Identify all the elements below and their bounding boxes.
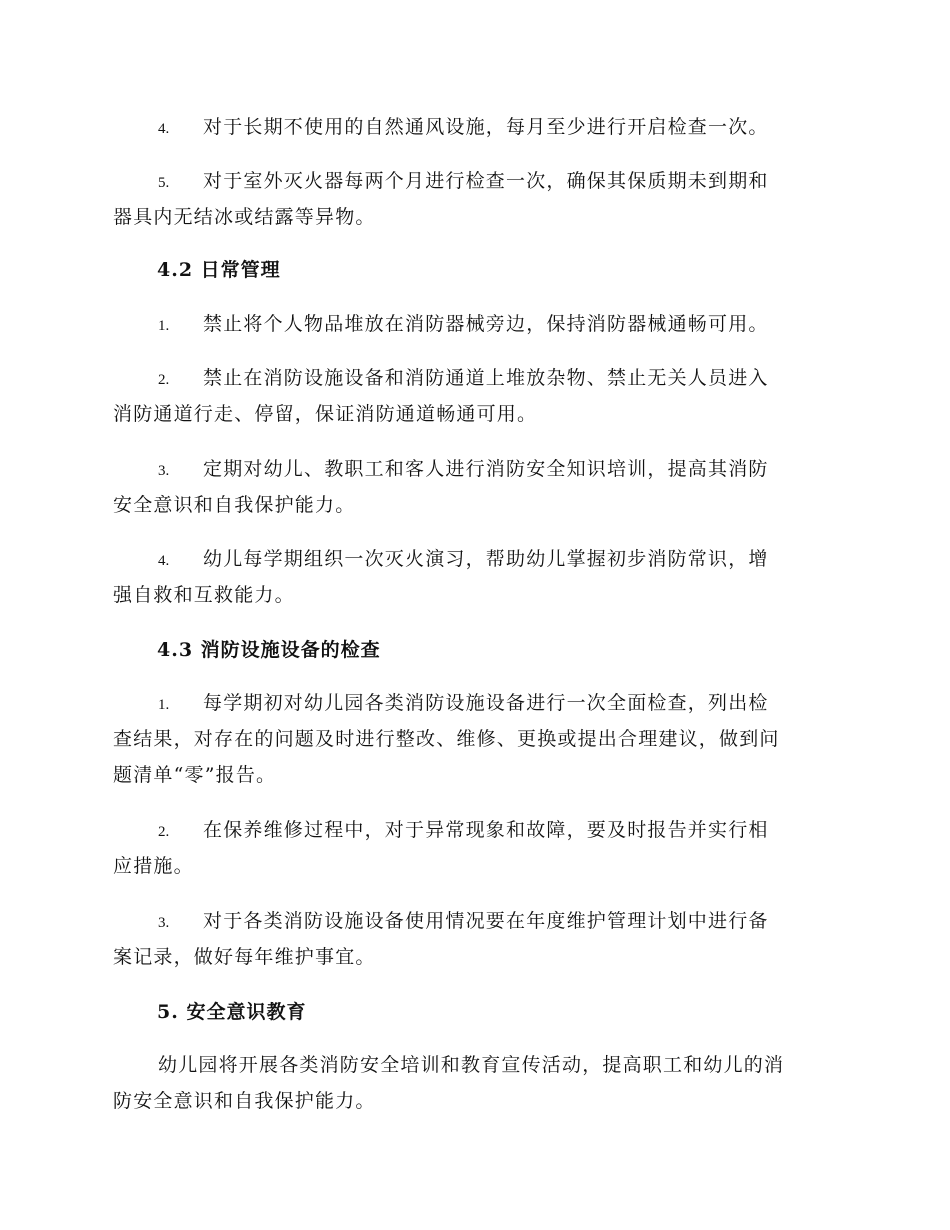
list-text: 对于长期不使用的自然通风设施，每月至少进行开启检查一次。 <box>203 116 769 138</box>
list-text-continuation: 查结果，对存在的问题及时进行整改、维修、更换或提出合理建议，做到问 <box>113 728 780 750</box>
list-number: 1. <box>158 697 170 713</box>
list-item-line <box>113 163 843 199</box>
list-number: 4. <box>158 553 170 569</box>
list-text: 对于各类消防设施设备使用情况要在年度维护管理计划中进行备 <box>203 910 769 932</box>
list-item-line <box>113 812 843 848</box>
list-text-continuation: 案记录，做好每年维护事宜。 <box>113 946 376 968</box>
list-text: 禁止在消防设施设备和消防通道上堆放杂物、禁止无关人员进入 <box>203 367 769 389</box>
list-item <box>113 812 843 884</box>
list-item <box>113 541 843 613</box>
list-number: 2. <box>158 824 170 840</box>
list-text-continuation: 安全意识和自我保护能力。 <box>113 494 356 516</box>
list-item <box>113 903 843 975</box>
list-text-continuation: 消防通道行走、停留，保证消防通道畅通可用。 <box>113 403 538 425</box>
list-item <box>113 306 843 342</box>
list-item-line <box>113 903 843 939</box>
list-text-continuation: 题清单“零”报告。 <box>113 764 277 786</box>
list-number: 1. <box>158 318 170 334</box>
list-text-continuation: 器具内无结冰或结露等异物。 <box>113 206 376 228</box>
list-item-line <box>113 109 843 145</box>
list-text: 定期对幼儿、教职工和客人进行消防安全知识培训，提高其消防 <box>203 458 769 480</box>
paragraph-line <box>113 1047 843 1083</box>
list-item-line <box>113 360 843 396</box>
list-item <box>113 360 843 432</box>
section-heading: 5. 安全意识教育 <box>157 1001 307 1023</box>
paragraph-line: 防安全意识和自我保护能力。 <box>113 1090 376 1112</box>
section-heading: 4.3 消防设施设备的检查 <box>157 639 381 661</box>
list-item <box>113 451 843 523</box>
section-heading: 4.2 日常管理 <box>157 259 281 281</box>
list-number: 4. <box>158 121 170 137</box>
list-text: 禁止将个人物品堆放在消防器械旁边，保持消防器械通畅可用。 <box>203 313 769 335</box>
list-number: 2. <box>158 372 170 388</box>
list-item-line <box>113 451 843 487</box>
list-text: 每学期初对幼儿园各类消防设施设备进行一次全面检查，列出检 <box>203 692 769 714</box>
list-item-line <box>113 306 843 342</box>
paragraph-text: 幼儿园将开展各类消防安全培训和教育宣传活动，提高职工和幼儿的消 <box>158 1054 785 1076</box>
list-number: 3. <box>158 915 170 931</box>
list-item-line <box>113 685 843 721</box>
list-item-line <box>113 541 843 577</box>
list-item <box>113 163 843 235</box>
list-text-continuation: 应措施。 <box>113 855 194 877</box>
list-text-continuation: 强自救和互救能力。 <box>113 584 295 606</box>
list-number: 3. <box>158 463 170 479</box>
list-item <box>113 685 843 793</box>
list-text: 对于室外灭火器每两个月进行检查一次，确保其保质期未到期和 <box>203 170 769 192</box>
list-number: 5. <box>158 175 170 191</box>
list-item <box>113 109 843 145</box>
list-text: 幼儿每学期组织一次灭火演习，帮助幼儿掌握初步消防常识，增 <box>203 548 769 570</box>
list-text: 在保养维修过程中，对于异常现象和故障，要及时报告并实行相 <box>203 819 769 841</box>
paragraph <box>113 1047 843 1119</box>
